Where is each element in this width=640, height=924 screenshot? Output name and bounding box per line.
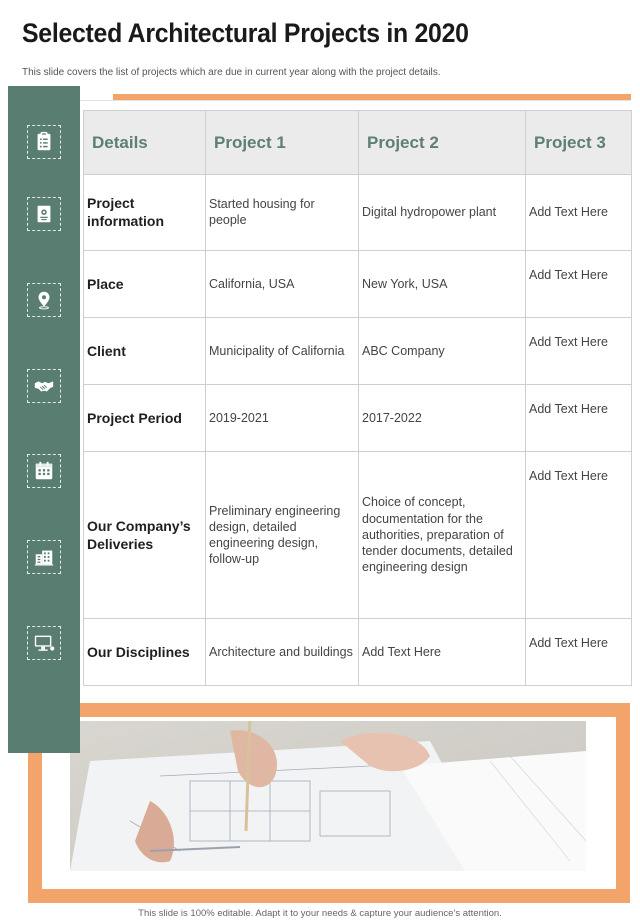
footer-note: This slide is 100% editable. Adapt it to your needs & capture your audience’s attention. [138, 908, 502, 919]
table-cell: Add Text Here [526, 618, 632, 685]
table-cell: Add Text Here [526, 250, 632, 317]
page-title: Selected Architectural Projects in 2020 [22, 18, 469, 48]
blueprint-photo [70, 721, 586, 871]
row-label: Project Period [84, 385, 206, 452]
table-cell: 2017-2022 [359, 385, 526, 452]
table-row [84, 175, 632, 251]
table-cell: 2019-2021 [206, 385, 359, 452]
table-row [84, 385, 632, 452]
buildings-icon [27, 540, 61, 574]
column-header-project-3: Project 3 [526, 111, 632, 175]
table-cell: California, USA [206, 250, 359, 317]
divider-line [80, 100, 631, 101]
table-cell: Started housing for people [206, 175, 359, 251]
table-cell: Preliminary engineering design, detailed engineering design, follow-up [206, 452, 359, 618]
row-label: Our Disciplines [84, 618, 206, 685]
table-cell: ABC Company [359, 317, 526, 384]
row-label: Place [84, 250, 206, 317]
location-pin-icon [27, 283, 61, 317]
table-cell: New York, USA [359, 250, 526, 317]
row-label: Project information [84, 175, 206, 251]
row-label: Client [84, 317, 206, 384]
table-cell: Digital hydropower plant [359, 175, 526, 251]
handshake-icon [27, 369, 61, 403]
table-row [84, 317, 632, 384]
table-cell: Municipality of California [206, 317, 359, 384]
table-cell: Add Text Here [526, 317, 632, 384]
table-cell: Add Text Here [359, 618, 526, 685]
column-header-project-1: Project 1 [206, 111, 359, 175]
table-cell: Add Text Here [526, 385, 632, 452]
projects-table [83, 110, 632, 686]
column-header-project-2: Project 2 [359, 111, 526, 175]
table-row [84, 250, 632, 317]
computer-icon [27, 626, 61, 660]
table-row [84, 452, 632, 618]
icon-sidebar [8, 86, 80, 753]
table-cell: Add Text Here [526, 452, 632, 618]
page-subtitle: This slide covers the list of projects which are due in current year along with the project details. [22, 67, 441, 78]
column-header-details: Details [84, 111, 206, 175]
clipboard-list-icon [27, 125, 61, 159]
table-row [84, 618, 632, 685]
row-label: Our Company’s Deliveries [84, 452, 206, 618]
table-cell: Add Text Here [526, 175, 632, 251]
id-card-icon [27, 197, 61, 231]
table-cell: Architecture and buildings [206, 618, 359, 685]
calendar-icon [27, 454, 61, 488]
table-cell: Choice of concept, documentation for the authorities, preparation of tender documents, detailed engineering design [359, 452, 526, 618]
table-header-row [84, 111, 632, 175]
